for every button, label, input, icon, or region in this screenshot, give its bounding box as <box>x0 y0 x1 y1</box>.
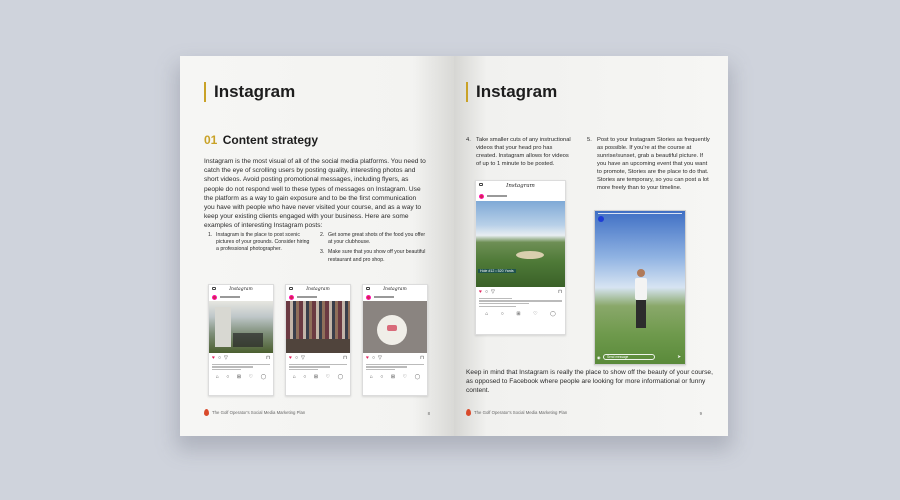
footer-text: The Golf Operator's Social Media Marketing Plan <box>212 410 306 415</box>
mock-header <box>476 181 565 191</box>
hole-label: Hole #12 • 520 Yards <box>480 269 514 273</box>
brochure-spread <box>180 56 728 436</box>
tip-number: 3. <box>320 249 325 256</box>
comment-icon: ○ <box>217 354 221 361</box>
search-icon: ○ <box>500 310 504 317</box>
heart-icon: ♥ <box>479 288 482 295</box>
tip-number: 1. <box>208 232 213 238</box>
mock-user-row <box>363 293 427 301</box>
mock-header <box>363 285 427 293</box>
caption-lines <box>286 364 350 371</box>
tip-number: 5. <box>587 137 592 143</box>
send-icon: ➤ <box>677 354 681 359</box>
bookmark-icon: ⊓ <box>266 354 270 361</box>
page-number: 9 <box>699 411 702 416</box>
avatar <box>479 194 484 199</box>
mock-nav <box>209 372 273 382</box>
list-item <box>208 232 310 254</box>
caption-lines <box>363 364 427 371</box>
profile-icon: ◯ <box>550 310 556 317</box>
mock-actions <box>209 353 273 362</box>
share-icon: ▽ <box>301 354 305 361</box>
tip-text: Make sure that you show off your beautiful restaurant and pro shop. <box>328 249 426 263</box>
mock-nav <box>286 372 350 382</box>
instagram-wordmark: Instagram <box>506 183 535 189</box>
mock-header <box>286 285 350 293</box>
intro-paragraph: Instagram is the most visual of all of the social media platforms. You need to catch the eye of scrolling users by posting quality, interesting photos and short videos. Avoid posting promotional messages, including flyers, as people do not respond well to these types of messages on Instagram. Use the platform as a way to gain exposure and to be the first communication you have with people who have never visited your course, and as a way to keep your existing clients engaged with your business. Here are some examples of interesting Instagram posts: <box>204 158 426 230</box>
add-icon: ⊞ <box>516 310 521 317</box>
search-icon: ○ <box>303 373 307 380</box>
add-icon: ⊞ <box>313 373 319 380</box>
list-item <box>320 232 426 246</box>
page-title: Instagram <box>466 82 557 102</box>
avatar <box>366 295 371 300</box>
avatar <box>598 216 604 222</box>
camera-icon <box>366 287 370 290</box>
instagram-wordmark: Instagram <box>229 286 253 292</box>
mock-actions <box>476 287 565 296</box>
page-footer <box>204 409 305 416</box>
camera-icon <box>289 287 293 290</box>
share-icon: ▽ <box>224 354 228 361</box>
mock-header <box>209 285 273 293</box>
tip-number: 2. <box>320 232 325 238</box>
comment-icon: ○ <box>294 354 298 361</box>
search-icon: ○ <box>380 373 384 380</box>
closing-paragraph: Keep in mind that Instagram is really the place to show off the beauty of your course, as opposed to Facebook where people are looking for more informational or funny content. <box>466 369 713 395</box>
mock-nav <box>476 309 565 319</box>
activity-icon: ♡ <box>533 310 538 317</box>
tip-text: Post to your Instagram Stories as frequently as possible. If you're at the course at sunrise/sunset, grab a beautiful picture. If you have an upcoming event that you want to promote, Stories are the place to do that. Stories are temporary, so you can post a lot more freely than to your timeline. <box>597 137 710 191</box>
instagram-post-mockup <box>362 284 428 396</box>
instagram-story-mockup <box>594 210 686 365</box>
list-item <box>320 249 426 263</box>
golfer-figure <box>633 269 649 335</box>
story-progress-bar <box>598 213 682 214</box>
activity-icon: ♡ <box>325 373 331 380</box>
story-message-field: Send message <box>603 354 655 360</box>
comment-icon: ○ <box>484 288 488 295</box>
heart-icon: ♥ <box>366 354 369 361</box>
home-icon: ⌂ <box>215 373 219 380</box>
username-placeholder <box>487 195 507 197</box>
username-placeholder <box>297 296 317 298</box>
caption-lines <box>476 298 565 308</box>
logo-mark-icon <box>204 409 209 416</box>
pro-shop-photo <box>286 301 350 353</box>
caption-lines <box>209 364 273 371</box>
tip-text: Instagram is the place to post scenic pictures of your grounds. Consider hiring a professional photographer. <box>216 232 310 253</box>
username-placeholder <box>220 296 240 298</box>
heart-icon: ♥ <box>289 354 292 361</box>
section-number: 01 <box>204 133 218 147</box>
clubhouse-photo <box>209 301 273 353</box>
username-placeholder <box>374 296 394 298</box>
mock-actions <box>363 353 427 362</box>
page-number: 8 <box>427 411 430 416</box>
camera-icon <box>479 183 483 186</box>
footer-text: The Golf Operator's Social Media Marketing Plan <box>474 410 568 415</box>
add-icon: ⊞ <box>236 373 242 380</box>
activity-icon: ♡ <box>248 373 254 380</box>
home-icon: ⌂ <box>292 373 296 380</box>
profile-icon: ◯ <box>260 373 267 380</box>
page-title: Instagram <box>204 82 295 102</box>
tip-text: Take smaller cuts of any instructional videos that your head pro has created. Instagram allows for videos of up to 1 minute to be posted. <box>476 137 571 167</box>
mock-user-row <box>209 293 273 301</box>
tip-text: Get some great shots of the food you offer at your clubhouse. <box>328 232 426 246</box>
instagram-video-post-mockup <box>475 180 566 335</box>
avatar <box>289 295 294 300</box>
section-title: Content strategy <box>222 133 319 147</box>
profile-icon: ◯ <box>337 373 344 380</box>
search-icon: ○ <box>226 373 230 380</box>
mock-user-row <box>476 191 565 201</box>
camera-icon: ◉ <box>597 355 601 360</box>
comment-icon: ○ <box>371 354 375 361</box>
add-icon: ⊞ <box>390 373 396 380</box>
home-icon: ⌂ <box>369 373 373 380</box>
instagram-post-mockup <box>285 284 351 396</box>
list-item <box>466 136 574 168</box>
section-heading <box>204 133 318 147</box>
share-icon: ▽ <box>378 354 382 361</box>
food-photo <box>363 301 427 353</box>
instagram-wordmark: Instagram <box>306 286 330 292</box>
instagram-wordmark: Instagram <box>383 286 407 292</box>
golf-course-photo <box>476 201 565 287</box>
page-footer <box>466 409 567 416</box>
bookmark-icon: ⊓ <box>420 354 424 361</box>
profile-icon: ◯ <box>414 373 421 380</box>
heart-icon: ♥ <box>212 354 215 361</box>
logo-mark-icon <box>466 409 471 416</box>
left-page <box>180 56 454 436</box>
mock-actions <box>286 353 350 362</box>
tips-column-1 <box>208 232 310 257</box>
bookmark-icon: ⊓ <box>558 288 562 295</box>
home-icon: ⌂ <box>485 310 489 317</box>
bookmark-icon: ⊓ <box>343 354 347 361</box>
tips-column-2 <box>320 232 426 267</box>
mock-nav <box>363 372 427 382</box>
share-icon: ▽ <box>491 288 495 295</box>
camera-icon <box>212 287 216 290</box>
right-page <box>454 56 728 436</box>
tip-number: 4. <box>466 137 471 143</box>
instagram-post-mockup <box>208 284 274 396</box>
mock-user-row <box>286 293 350 301</box>
activity-icon: ♡ <box>402 373 408 380</box>
avatar <box>212 295 217 300</box>
list-item <box>587 136 713 192</box>
